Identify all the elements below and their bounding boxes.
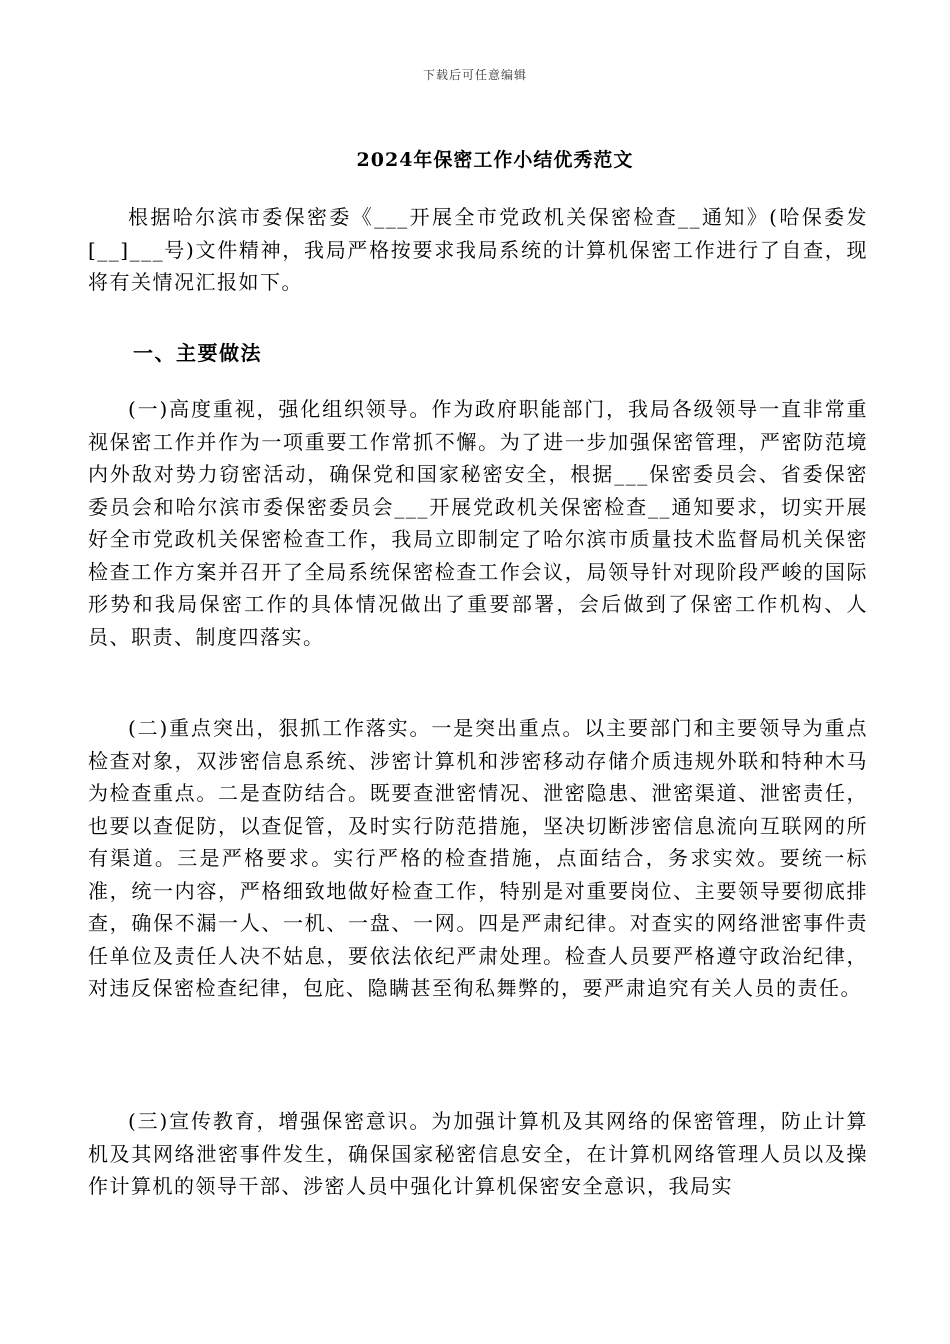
section-heading-main-practices: 一、主要做法 — [133, 341, 262, 365]
document-title: 2024年保密工作小结优秀范文 — [356, 149, 634, 171]
intro-paragraph: 根据哈尔滨市委保密委《___开展全市党政机关保密检查__通知》(哈保委发[__]___号)文件精神，我局严格按要求我局系统的计算机保密工作进行了自查，现将有关情况汇报如下。 — [88, 205, 868, 294]
header-note: 下载后可任意编辑 — [422, 68, 527, 82]
paragraph-implementation: (二)重点突出，狠抓工作落实。一是突出重点。以主要部门和主要领导为重点检查对象，双涉密信息系统、涉密计算机和涉密移动存储介质违规外联和特种木马为检查重点。二是查防结合。既要查泄密情况、泄密隐患、泄密渠道、泄密责任，也要以查促防，以查促管，及时实行防范措施，坚决切断涉密信息流向互联网的所有渠道。三是严格要求。实行严格的检查措施，点面结合，务求实效。要统一标准，统一内容，严格细致地做好检查工作，特别是对重要岗位、主要领导要彻底排查，确保不漏一人、一机、一盘、一网。四是严肃纪律。对查实的网络泄密事件责任单位及责任人决不姑息，要依法依纪严肃处理。检查人员要严格遵守政治纪律，对违反保密检查纪律，包庇、隐瞒甚至徇私舞弊的，要严肃追究有关人员的责任。 — [88, 716, 868, 1000]
paragraph-education: (三)宣传教育，增强保密意识。为加强计算机及其网络的保密管理，防止计算机及其网络泄密事件发生，确保国家秘密信息安全，在计算机网络管理人员以及操作计算机的领导干部、涉密人员中强化计算机保密安全意识，我局实 — [88, 1109, 868, 1198]
paragraph-organization: (一)高度重视，强化组织领导。作为政府职能部门，我局各级领导一直非常重视保密工作并作为一项重要工作常抓不懈。为了进一步加强保密管理，严密防范境内外敌对势力窃密活动，确保党和国家秘密安全，根据___保密委员会、省委保密委员会和哈尔滨市委保密委员会___开展党政机关保密检查__通知要求，切实开展好全市党政机关保密检查工作，我局立即制定了哈尔滨市质量技术监督局机关保密检查工作方案并召开了全局系统保密检查工作会议，局领导针对现阶段严峻的国际形势和我局保密工作的具体情况做出了重要部署，会后做到了保密工作机构、人员、职责、制度四落实。 — [88, 397, 868, 649]
